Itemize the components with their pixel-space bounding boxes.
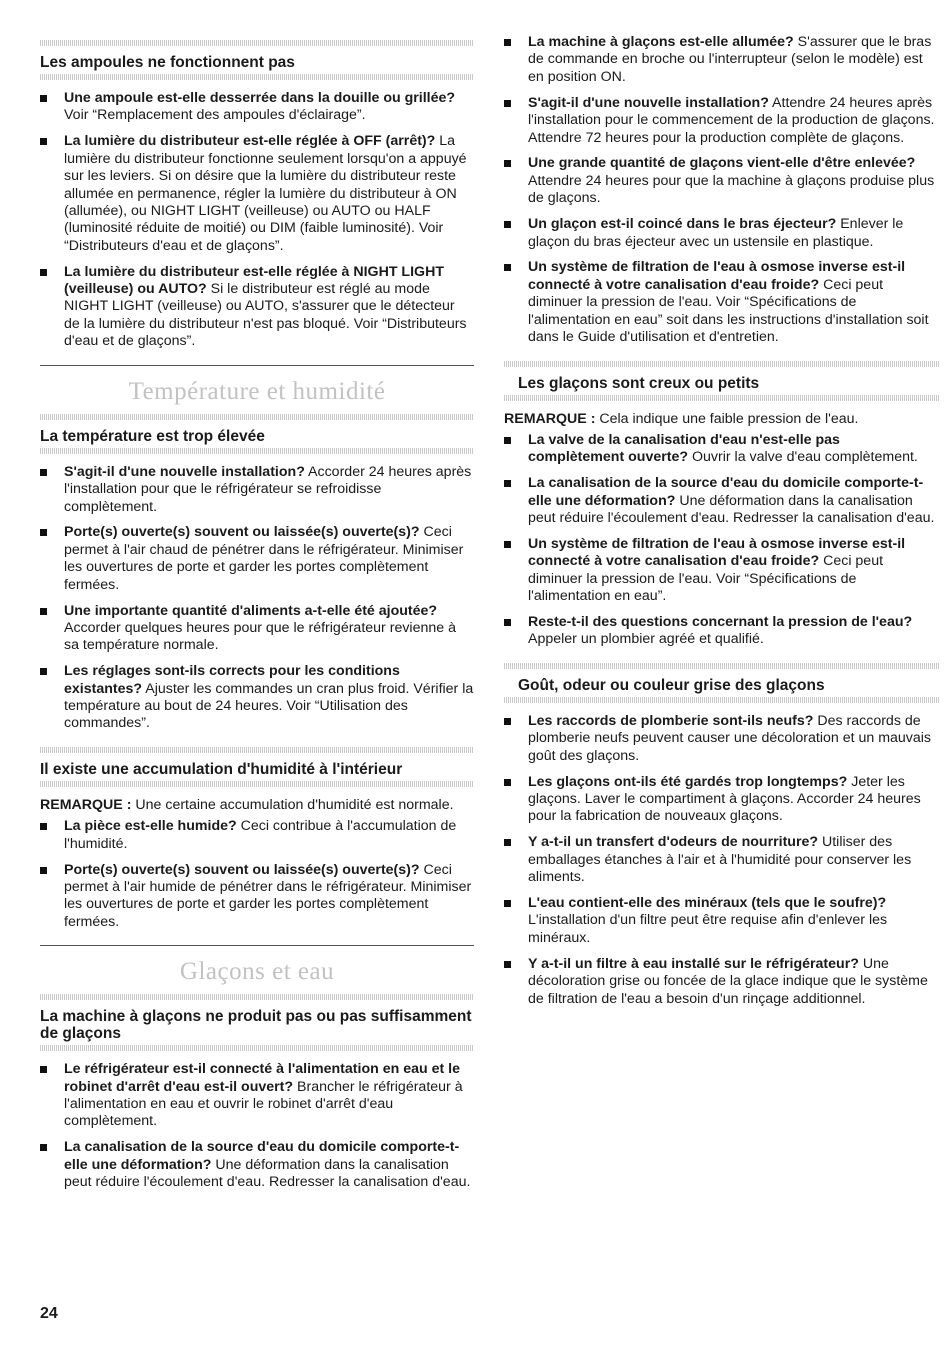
item-answer: Accorder 24 heures après l'installation pour que le réfrigérateur se refroidisse complètement.	[64, 463, 472, 515]
list-item	[504, 155, 940, 207]
bullet-icon	[40, 95, 47, 102]
item-question: Reste-t-il des questions concernant la pression de l'eau?	[528, 614, 913, 631]
item-answer: S'assurer que le bras de commande en broche ou l'interrupteur (selon le modèle) est en position ON.	[528, 34, 932, 85]
item-answer: Une déformation dans la canalisation peut réduire l'écoulement d'eau. Redresser la canalisation d'eau.	[64, 1156, 471, 1191]
bullet-icon	[504, 221, 511, 228]
list-item	[504, 614, 940, 649]
item-question: Y a-t-il un transfert d'odeurs de nourriture?	[528, 834, 819, 851]
item-answer: Utiliser des emballages étanches à l'air et à l'humidité pour conserver les aliments.	[528, 834, 912, 886]
list-item	[504, 95, 940, 147]
item-answer: Voir “Remplacement des ampoules d'éclairage”.	[64, 107, 366, 124]
item-answer: Ceci peut diminuer la pression de l'eau. Voir “Spécifications de l'alimentation en eau”.	[528, 553, 884, 605]
section-rule	[504, 697, 940, 703]
bullet-icon	[40, 138, 47, 145]
bullet-icon	[504, 900, 511, 907]
item-list	[504, 713, 940, 1008]
item-question: Une importante quantité d'aliments a-t-elle été ajoutée?	[64, 602, 438, 619]
list-item	[504, 216, 940, 251]
section-rule	[40, 74, 474, 80]
bullet-icon	[504, 39, 511, 46]
item-question: Y a-t-il un filtre à eau installé sur le réfrigérateur?	[528, 955, 859, 972]
section-hollow-ice	[504, 361, 940, 649]
item-list	[40, 818, 474, 931]
list-item	[40, 1061, 474, 1131]
section-icemaker	[40, 994, 474, 1191]
item-question: La canalisation de la source d'eau du domicile comporte-t-elle une déformation?	[528, 475, 924, 509]
section-rule	[40, 1045, 474, 1051]
section-title-ice-water: Glaçons et eau	[40, 945, 474, 994]
bullet-icon	[504, 619, 511, 626]
item-answer: Ceci peut diminuer la pression de l'eau. Voir “Spécifications de l'alimentation en eau” soit dans les instructions d'installation soit dans le Guide d'utilisation et d'entretien.	[528, 276, 929, 346]
bullet-icon	[504, 839, 511, 846]
subsection-heading: La température est trop élevée	[40, 427, 265, 445]
item-question: Une grande quantité de glaçons vient-elle d'être enlevée?	[528, 155, 916, 172]
bullet-icon	[504, 264, 511, 271]
list-item	[504, 432, 940, 467]
page-number: 24	[40, 1305, 58, 1322]
item-question: S'agit-il d'une nouvelle installation?	[64, 463, 305, 480]
list-item	[504, 34, 940, 86]
item-answer: Jeter les glaçons. Laver le compartiment à glaçons. Accorder 24 heures pour la fabrication de nouveaux glaçons.	[528, 773, 921, 825]
section-rule	[504, 395, 940, 401]
subsection-heading: Goût, odeur ou couleur grise des glaçons	[518, 676, 825, 694]
list-item	[40, 90, 474, 125]
list-item	[504, 774, 940, 826]
bullet-icon	[40, 1144, 47, 1151]
item-question: Le réfrigérateur est-il connecté à l'alimentation en eau et le robinet d'arrêt d'eau est-il ouvert?	[64, 1061, 461, 1095]
subsection-heading: La machine à glaçons ne produit pas ou pas suffisamment de glaçons	[40, 1008, 472, 1043]
item-answer: Brancher le réfrigérateur à l'alimentation en eau et ouvrir le robinet d'arrêt d'eau complètement.	[64, 1078, 463, 1130]
item-list	[504, 432, 940, 649]
item-answer: Ouvrir la valve d'eau complètement.	[688, 449, 918, 466]
item-question: Porte(s) ouverte(s) souvent ou laissée(s) ouverte(s)?	[64, 861, 420, 878]
bullet-icon	[504, 160, 511, 167]
list-item	[40, 663, 474, 733]
bullet-icon	[504, 961, 511, 968]
section-taste-odor	[504, 663, 940, 1008]
item-answer: La lumière du distributeur fonctionne seulement lorsqu'on a appuyé sur les leviers. Si on désire que la lumière du distributeur reste allumée en permanence, régler la lumière du distributeur à ON (allumée), ou NIGHT LIGHT (veilleuse) ou AUTO ou HALF (luminosité réduite de moitié) ou DIM (faible luminosité). Voir “Distributeurs d'eau et de glaçons”.	[64, 133, 467, 254]
list-item	[504, 956, 940, 1008]
section-humidity	[40, 747, 474, 931]
item-answer: Si le distributeur est réglé au mode NIGHT LIGHT (veilleuse) ou AUTO, s'assurer que le détecteur de la lumière du distributeur n'est pas bloqué. Voir “Distributeurs d'eau et de glaçons”.	[64, 281, 467, 350]
item-answer: Accorder quelques heures pour que le réfrigérateur revienne à sa température normale.	[64, 619, 456, 654]
bullet-icon	[504, 718, 511, 725]
bullet-icon	[504, 480, 511, 487]
item-answer: Ceci contribue à l'accumulation de l'humidité.	[64, 818, 457, 852]
bullet-icon	[40, 469, 47, 476]
list-item	[40, 818, 474, 853]
bullet-icon	[40, 668, 47, 675]
list-item	[40, 133, 474, 255]
remark	[504, 411, 940, 428]
item-question: La pièce est-elle humide?	[64, 818, 237, 835]
bullet-icon	[504, 779, 511, 786]
section-rule	[40, 781, 474, 787]
list-item	[504, 713, 940, 765]
bullet-icon	[40, 823, 47, 830]
list-item	[504, 834, 940, 886]
remark	[40, 797, 474, 814]
list-item	[40, 524, 474, 594]
list-item	[504, 536, 940, 606]
list-item	[504, 475, 940, 527]
list-item	[40, 1139, 474, 1191]
item-question: Les raccords de plomberie sont-ils neufs?	[528, 712, 814, 729]
item-question: Un système de filtration de l'eau à osmose inverse est-il connecté à votre canalisation d'eau froide?	[528, 259, 906, 293]
item-question: Porte(s) ouverte(s) souvent ou laissée(s) ouverte(s)?	[64, 524, 420, 541]
item-question: Un glaçon est-il coincé dans le bras éjecteur?	[528, 216, 837, 233]
subsection-heading: Les glaçons sont creux ou petits	[518, 374, 760, 392]
remark-label: REMARQUE :	[504, 410, 596, 427]
item-question: La machine à glaçons est-elle allumée?	[528, 34, 794, 50]
item-question: Une ampoule est-elle desserrée dans la douille ou grillée?	[64, 90, 456, 106]
item-answer: Une déformation dans la canalisation peut réduire l'écoulement d'eau. Redresser la canalisation d'eau.	[528, 492, 935, 527]
left-column	[40, 40, 474, 1206]
item-answer: Ceci permet à l'air humide de pénétrer dans le réfrigérateur. Minimiser les ouvertures de porte et garder les portes complètement fermées.	[64, 861, 472, 930]
bullet-icon	[40, 608, 47, 615]
bullet-icon	[40, 867, 47, 874]
bullet-icon	[40, 269, 47, 276]
item-question: S'agit-il d'une nouvelle installation?	[528, 94, 769, 111]
section-title-temperature: Température et humidité	[40, 365, 474, 414]
item-question: Les réglages sont-ils corrects pour les conditions existantes?	[64, 663, 400, 697]
item-answer: Des raccords de plomberie neufs peuvent causer une décoloration et un mauvais goût des glaçons.	[528, 712, 932, 764]
item-list	[504, 34, 940, 347]
subsection-heading: Les ampoules ne fonctionnent pas	[40, 54, 295, 71]
item-answer: Attendre 24 heures après l'installation pour le commencement de la production de glaçons. Attendre 72 heures pour la production complète de glaçons.	[528, 94, 935, 146]
item-question: L'eau contient-elle des minéraux (tels que le soufre)?	[528, 895, 887, 912]
bullet-icon	[504, 100, 511, 107]
list-item	[40, 603, 474, 655]
bullet-icon	[40, 529, 47, 536]
item-list	[40, 464, 474, 733]
item-question: La lumière du distributeur est-elle réglée à NIGHT LIGHT (veilleuse) ou AUTO?	[64, 263, 444, 298]
bullet-icon	[504, 437, 511, 444]
item-answer: Ceci permet à l'air chaud de pénétrer dans le réfrigérateur. Minimiser les ouvertures de porte et garder les portes complètement fermées.	[64, 524, 464, 593]
list-item	[504, 895, 940, 947]
item-answer: Enlever le glaçon du bras éjecteur avec un ustensile en plastique.	[528, 216, 904, 250]
item-question: Un système de filtration de l'eau à osmose inverse est-il connecté à votre canalisation d'eau froide?	[528, 535, 906, 570]
bullet-icon	[40, 1066, 47, 1073]
subsection-heading: Il existe une accumulation d'humidité à l'intérieur	[40, 760, 403, 778]
item-answer: Appeler un plombier agréé et qualifié.	[528, 631, 764, 648]
item-question: Les glaçons ont-ils été gardés trop longtemps?	[528, 773, 848, 790]
remark-text: Une certaine accumulation d'humidité est normale.	[131, 796, 454, 813]
item-answer: L'installation d'un filtre peut être requise afin d'enlever les minéraux.	[528, 912, 888, 946]
section-bulbs	[40, 40, 474, 351]
list-item	[40, 862, 474, 932]
item-answer: Attendre 24 heures pour que la machine à glaçons produise plus de glaçons.	[528, 172, 935, 207]
section-temperature-high	[40, 414, 474, 733]
item-list	[40, 1061, 474, 1191]
remark-text: Cela indique une faible pression de l'eau.	[595, 410, 859, 427]
item-question: La valve de la canalisation d'eau n'est-elle pas complètement ouverte?	[528, 431, 840, 466]
right-column	[504, 34, 940, 1022]
list-item	[40, 464, 474, 516]
list-item	[40, 264, 474, 351]
section-icemaker-continued	[504, 34, 940, 347]
list-item	[504, 259, 940, 346]
item-list	[40, 90, 474, 351]
item-question: La canalisation de la source d'eau du domicile comporte-t-elle une déformation?	[64, 1139, 460, 1173]
remark-label: REMARQUE :	[40, 796, 132, 813]
section-rule	[40, 448, 474, 454]
item-answer: Ajuster les commandes un cran plus froid. Vérifier la température au bout de 24 heures. Voir “Utilisation des commandes”.	[64, 680, 474, 732]
item-question: La lumière du distributeur est-elle réglée à OFF (arrêt)?	[64, 133, 436, 150]
bullet-icon	[504, 541, 511, 548]
item-answer: Une décoloration grise ou foncée de la glace indique que le système de filtration de l'eau a besoin d'un rinçage additionnel.	[528, 955, 928, 1007]
